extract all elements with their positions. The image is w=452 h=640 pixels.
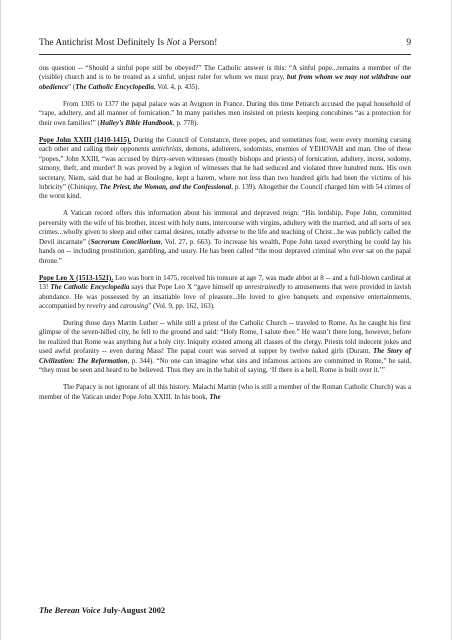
citation-title: The Catholic Encyclopedia <box>75 82 154 91</box>
running-title-part: The Antichrist Most Definitely Is <box>39 38 167 48</box>
section-heading: Pope John XXIII (1410-1415). <box>39 135 132 144</box>
paragraph-john-xxiii: Pope John XXIII (1410-1415). During the Council of Constance, three popes, and sometimes four, were every morning cursing each other and calling their opponents antichrists, demons, adulterers, sodomists, enemies of YEHOVAH and man. One of these “popes,” John XXIII, “was accused by thirty-seven witnesses (mostly bishops and priests) of fornication, adultery, incest, sodomy, simony, theft, and murder! It was proved by a legion of witnesses that he had seduced and violated three hundred nuns. His own secretary, Niem, said that he had at Boulogne, kept a harem, where not less than two hundred girls had been the victims of his lubricity” (Chiniquy, The Priest, the Woman, and the Confessional, p. 139). Altogether the Council charged him with 54 crimes of the worst kind. <box>39 135 411 201</box>
citation-title: The Story of Civilization: The Reformation <box>39 347 411 365</box>
citation-title: The Priest, the Woman, and the Confessional <box>99 182 232 191</box>
emphasis-quote: but from whom we may not withdraw our obedience <box>39 73 411 91</box>
page-number: 9 <box>406 38 411 48</box>
running-title <box>39 38 217 48</box>
page-footer <box>39 606 165 615</box>
header-rule <box>39 54 411 55</box>
paragraph-papacy: The Papacy is not ignorant of all this history. Malachi Martin (who is still a member of the Roman Catholic Church) was a member of the Vatican under Pope John XXIII. In his book, The <box>39 383 411 401</box>
citation-title: Sacrorum Conciliorium <box>90 237 161 246</box>
running-header <box>39 38 411 53</box>
paragraph-avignon: From 1305 to 1377 the papal palace was at Avignon in France. During this time Petrarch accused the papal household of “rape, adultery, and all manner of fornication.” In many parishes men insisted on priests keeping concubines “as a protection for their own families!” (Halley’s Bible Handbook, p. 778). <box>39 99 411 127</box>
section-heading: Pope Leo X (1513-1521). <box>39 273 114 282</box>
running-title-emphasis: Not <box>166 38 180 48</box>
citation-title: The <box>209 392 221 401</box>
paragraph-luther: During those days Martin Luther -- while still a priest of the Catholic Church -- traveled to Rome. As he caught his first glimpse of the seven-hilled city, he fell to the ground and said: “Holy Rome, I salute thee.” He wasn’t there long, however, before he realized that Rome was anything but a holy city. Iniquity existed among all classes of the clergy. Priests told indecent jokes and used awful profanity -- even during Mass! The papal court was served at supper by twelve naked girls (Durant, The Story of Civilization: The Reformation, p. 344). “No one can imagine what sins and infamous actions are committed in Rome,” he said, “they must be seen and heard to be believed. Thus they are in the habit of saying, ‘If there is a hell, Rome is built over it.’” <box>39 318 411 375</box>
citation-title: Halley’s Bible Handbook <box>99 118 173 127</box>
paragraph-vatican-record: A Vatican record offers this information about his immoral and depraved reign: “His lordship, Pope John, committed perversity with the wife of his brother, incest with holy nuns, intercourse with virgins, adultery with the married, and all sorts of sex crimes...wholly given to sleep and other carnal desires, totally adverse to the life and teaching of Christ...he was publicly called the Devil incarnate” (Sacrorum Conciliorium, Vol. 27, p. 663). To increase his wealth, Pope John taxed everything he could lay his hands on -- including prostitution, gambling, and usury. He has been called “the most depraved criminal who ever sat on the papal throne.” <box>39 209 411 265</box>
paragraph-continued: ous question -- “Should a sinful pope still be obeyed?” The Catholic answer is this: “A sinful pope...remains a member of the (visible) church and is to be treated as a sinful, unjust ruler for whom we must pray, but from whom we may not withdraw our obedience” (The Catholic Encyclopedia, Vol. 4, p. 435). <box>39 64 411 91</box>
citation-title: The Catholic Encyclopedia <box>50 283 130 292</box>
publication-name: The Berean Voice <box>39 606 101 615</box>
issue-date: July-August 2002 <box>100 606 166 615</box>
running-title-part: a Person! <box>179 38 218 48</box>
paragraph-leo-x: Pope Leo X (1513-1521). Leo was born in 1475, received his tonsure at age 7, was made abbot at 8 -- and a full-blown cardinal at 13! The Catholic Encyclopedia says that Pope Leo X “gave himself up unrestrainedly to amusements that were provided in lavish abundance. He was possessed by an insatiable love of pleasure...He loved to give banquets and expensive entertainments, accompanied by revelry and carousing” (Vol. 9, pp. 162, 163). <box>39 273 412 310</box>
article-body <box>39 64 411 410</box>
